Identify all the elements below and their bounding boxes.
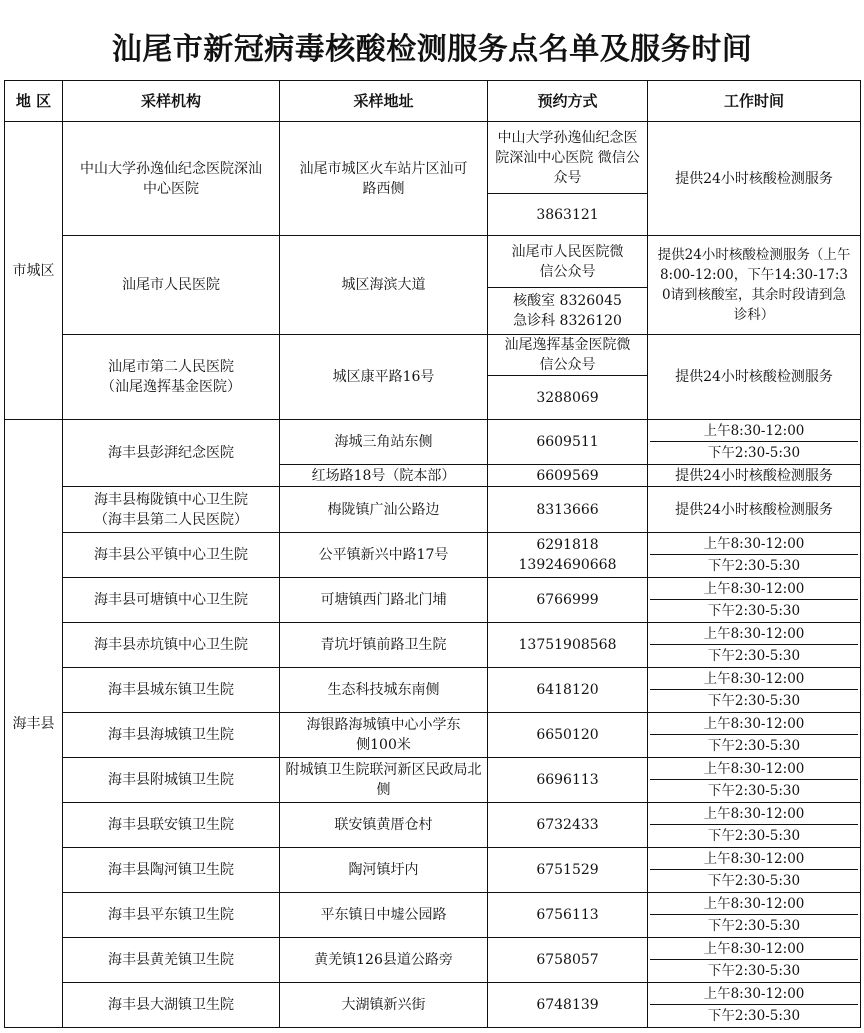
address-cell: 城区海滨大道	[280, 236, 488, 335]
table-row	[5, 848, 861, 893]
table-row	[5, 803, 861, 848]
institution-cell: 海丰县城东镇卫生院	[63, 668, 280, 713]
hours-afternoon: 下午2:30-5:30	[707, 783, 801, 799]
hours-morning: 上午8:30-12:00	[650, 803, 858, 825]
hours-cell	[648, 420, 861, 465]
phone-cell	[488, 288, 648, 335]
hours-morning: 上午8:30-12:00	[650, 533, 858, 555]
address-cell: 陶河镇圩内	[280, 848, 488, 893]
phone-line: 急诊科 8326120	[513, 313, 622, 329]
address-cell: 红场路18号（院本部）	[280, 465, 488, 487]
institution-cell	[63, 335, 280, 420]
phone-cell: 6418120	[488, 668, 648, 713]
hours-morning: 上午8:30-12:00	[650, 938, 858, 960]
institution-line: （汕尾逸挥基金医院）	[101, 379, 241, 395]
address-cell: 汕尾市城区火车站片区汕可路西侧	[280, 122, 488, 236]
hours-morning: 上午8:30-12:00	[650, 983, 858, 1005]
hours-cell	[648, 938, 861, 983]
hours-cell	[648, 623, 861, 668]
hours-cell	[648, 533, 861, 578]
phone-line: 13924690668	[518, 557, 617, 573]
table-row	[5, 893, 861, 938]
phone-cell: 6650120	[488, 713, 648, 758]
phone-cell: 6748139	[488, 983, 648, 1028]
booking-cell: 汕尾市人民医院微信公众号	[488, 236, 648, 288]
hours-morning: 上午8:30-12:00	[650, 758, 858, 780]
institution-line: （海丰县第二人民医院）	[94, 511, 248, 528]
table-row	[5, 623, 861, 668]
address-cell: 黄羌镇126县道公路旁	[280, 938, 488, 983]
table-row	[5, 487, 861, 533]
page-title: 汕尾市新冠病毒核酸检测服务点名单及服务时间	[111, 32, 753, 67]
address-cell: 城区康平路16号	[280, 335, 488, 420]
hours-cell: 提供24小时核酸检测服务	[648, 122, 861, 236]
hours-afternoon: 下午2:30-5:30	[707, 1008, 801, 1024]
hours-morning: 上午8:30-12:00	[650, 848, 858, 870]
hours-cell	[648, 578, 861, 623]
phone-cell	[488, 533, 648, 578]
institution-cell: 海丰县附城镇卫生院	[63, 758, 280, 803]
table-row	[5, 420, 861, 465]
institution-cell: 海丰县公平镇中心卫生院	[63, 533, 280, 578]
table-row	[5, 578, 861, 623]
address-cell: 青坑圩镇前路卫生院	[280, 623, 488, 668]
table-row	[5, 713, 861, 758]
address-cell: 海城三角站东侧	[280, 420, 488, 465]
hours-cell	[648, 803, 861, 848]
hours-cell	[648, 758, 861, 803]
hours-cell	[648, 848, 861, 893]
hours-cell: 提供24小时核酸检测服务（上午8:00-12:00，下午14:30-17:30请到核酸室，其余时段请到急诊科）	[648, 236, 861, 335]
table-row	[5, 335, 861, 376]
phone-line: 6291818	[536, 537, 599, 553]
hours-morning: 上午8:30-12:00	[650, 578, 858, 600]
table-row	[5, 668, 861, 713]
institution-cell: 海丰县联安镇卫生院	[63, 803, 280, 848]
phone-cell: 6751529	[488, 848, 648, 893]
table-row	[5, 533, 861, 578]
hours-afternoon: 下午2:30-5:30	[707, 963, 801, 979]
institution-cell: 海丰县大湖镇卫生院	[63, 983, 280, 1028]
hours-afternoon: 下午2:30-5:30	[707, 738, 801, 754]
institution-cell: 海丰县黄羌镇卫生院	[63, 938, 280, 983]
hours-afternoon: 下午2:30-5:30	[707, 558, 801, 574]
phone-cell: 6609569	[488, 465, 648, 487]
institution-cell	[63, 487, 280, 533]
institution-cell: 海丰县陶河镇卫生院	[63, 848, 280, 893]
institution-cell: 海丰县平东镇卫生院	[63, 893, 280, 938]
address-cell: 生态科技城东南侧	[280, 668, 488, 713]
hours-cell	[648, 713, 861, 758]
hours-cell	[648, 983, 861, 1028]
hours-afternoon: 下午2:30-5:30	[707, 603, 801, 619]
hours-morning: 上午8:30-12:00	[650, 893, 858, 915]
phone-cell: 6732433	[488, 803, 648, 848]
hours-cell	[648, 668, 861, 713]
phone-cell: 3288069	[488, 376, 648, 420]
phone-cell: 6696113	[488, 758, 648, 803]
hours-cell: 提供24小时核酸检测服务	[648, 465, 861, 487]
region-city: 市城区	[5, 122, 63, 420]
address-cell: 附城镇卫生院联河新区民政局北侧	[280, 758, 488, 803]
institution-cell: 汕尾市人民医院	[63, 236, 280, 335]
header-address: 采样地址	[280, 81, 488, 122]
phone-cell: 6609511	[488, 420, 648, 465]
institution-line: 海丰县梅陇镇中心卫生院	[94, 491, 248, 508]
region-haifeng: 海丰县	[5, 420, 63, 1028]
institution-line: 汕尾市第二人民医院	[108, 359, 234, 375]
institution-cell: 海丰县彭湃纪念医院	[63, 420, 280, 487]
hours-morning: 上午8:30-12:00	[650, 420, 858, 442]
phone-cell: 13751908568	[488, 623, 648, 668]
phone-line: 核酸室 8326045	[513, 293, 622, 309]
header-region: 地 区	[5, 81, 63, 122]
address-cell: 联安镇黄厝仓村	[280, 803, 488, 848]
table-row	[5, 236, 861, 288]
header-hours: 工作时间	[648, 81, 861, 122]
hours-afternoon: 下午2:30-5:30	[707, 693, 801, 709]
booking-cell: 汕尾逸挥基金医院微信公众号	[488, 335, 648, 376]
address-cell: 海银路海城镇中心小学东侧100米	[280, 713, 488, 758]
table-row	[5, 938, 861, 983]
hours-morning: 上午8:30-12:00	[650, 713, 858, 735]
header-booking: 预约方式	[488, 81, 648, 122]
hours-cell: 提供24小时核酸检测服务	[648, 487, 861, 533]
hours-afternoon: 下午2:30-5:30	[707, 873, 801, 889]
phone-cell: 3863121	[488, 194, 648, 236]
table-row	[5, 758, 861, 803]
testing-sites-table	[4, 80, 861, 1028]
phone-cell: 6758057	[488, 938, 648, 983]
table-row	[5, 983, 861, 1028]
hours-afternoon: 下午2:30-5:30	[707, 918, 801, 934]
address-cell: 可塘镇西门路北门埔	[280, 578, 488, 623]
address-cell: 梅陇镇广汕公路边	[280, 487, 488, 533]
address-cell: 公平镇新兴中路17号	[280, 533, 488, 578]
institution-cell: 海丰县可塘镇中心卫生院	[63, 578, 280, 623]
hours-cell	[648, 893, 861, 938]
booking-cell: 中山大学孙逸仙纪念医院深汕中心医院 微信公众号	[488, 122, 648, 194]
hours-morning: 上午8:30-12:00	[650, 623, 858, 645]
hours-afternoon: 下午2:30-5:30	[707, 828, 801, 844]
institution-cell: 中山大学孙逸仙纪念医院深汕中心医院	[63, 122, 280, 236]
hours-afternoon: 下午2:30-5:30	[707, 445, 801, 461]
institution-cell: 海丰县赤坑镇中心卫生院	[63, 623, 280, 668]
phone-cell: 6756113	[488, 893, 648, 938]
address-cell: 大湖镇新兴街	[280, 983, 488, 1028]
phone-cell: 6766999	[488, 578, 648, 623]
institution-cell: 海丰县海城镇卫生院	[63, 713, 280, 758]
hours-morning: 上午8:30-12:00	[650, 668, 858, 690]
hours-cell: 提供24小时核酸检测服务	[648, 335, 861, 420]
hours-afternoon: 下午2:30-5:30	[707, 648, 801, 664]
phone-cell: 8313666	[488, 487, 648, 533]
table-header-row	[5, 81, 861, 122]
header-institution: 采样机构	[63, 81, 280, 122]
table-row	[5, 122, 861, 194]
address-cell: 平东镇日中墟公园路	[280, 893, 488, 938]
